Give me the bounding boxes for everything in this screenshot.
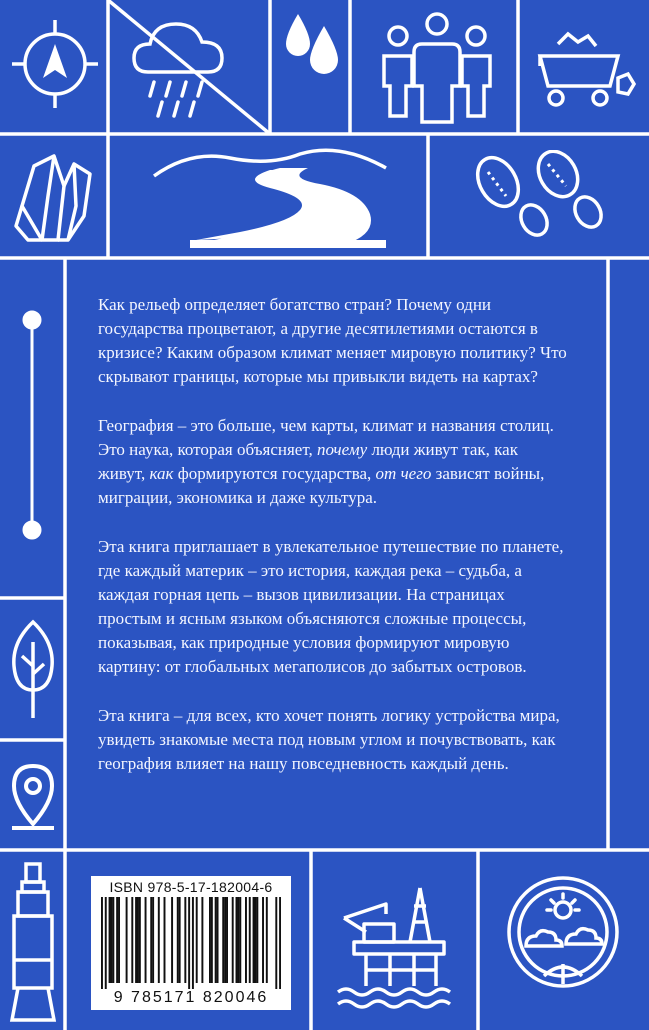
barcode-bar bbox=[226, 897, 228, 983]
weather-globe-icon bbox=[504, 872, 622, 998]
footprints-icon bbox=[470, 150, 610, 246]
barcode-bar bbox=[145, 897, 147, 983]
barcode-bar bbox=[135, 897, 137, 983]
barcode-bar bbox=[275, 897, 277, 989]
barcode-bar bbox=[196, 897, 198, 983]
barcode-bar bbox=[236, 897, 238, 983]
description-paragraph bbox=[98, 293, 568, 389]
barcode-bar bbox=[126, 897, 128, 983]
river-landscape-icon bbox=[150, 140, 390, 252]
italic-text: как bbox=[149, 464, 174, 483]
barcode-bar bbox=[105, 897, 107, 989]
text-segment: люди живут так, как живут, bbox=[98, 440, 518, 483]
isbn-label: ISBN 978-5-17-182004-6 bbox=[109, 879, 273, 895]
barcode-bar bbox=[158, 897, 160, 983]
barcode-bar bbox=[253, 897, 255, 983]
barcode-bar bbox=[192, 897, 194, 989]
barcode-bar bbox=[177, 897, 179, 983]
book-description bbox=[98, 293, 568, 801]
barcode-digits: 9 785171 820046 bbox=[113, 989, 269, 1006]
text-segment: формируются государства, bbox=[173, 464, 376, 483]
barcode-bar bbox=[245, 897, 247, 983]
oil-rig-icon bbox=[336, 882, 456, 1010]
barcode-bar bbox=[164, 897, 166, 983]
barcode-bar bbox=[201, 897, 203, 983]
barcode-bar bbox=[116, 897, 118, 983]
text-segment: География – это больше, чем карты, климат и названия столиц. Это наука, которая объясняет, bbox=[98, 416, 554, 459]
barcode-bar bbox=[112, 897, 114, 983]
map-pin-icon bbox=[8, 762, 58, 832]
telescope-icon bbox=[8, 860, 58, 1024]
description-paragraph bbox=[98, 535, 568, 679]
people-group-icon bbox=[372, 10, 502, 130]
barcode-bar bbox=[232, 897, 234, 983]
barcode-bar bbox=[279, 897, 281, 989]
barcode-bar bbox=[211, 897, 213, 983]
isbn-barcode bbox=[91, 876, 291, 1010]
barcode-bar bbox=[171, 897, 173, 983]
italic-text: от чего bbox=[375, 464, 432, 483]
barcode-bar bbox=[131, 897, 133, 983]
barcode-bar bbox=[188, 897, 190, 989]
text-segment: Эта книга приглашает в увлекательное путешествие по планете, где каждый материк – это история, каждая река – судьба, а каждая горная цепь – вызов цивилизации. На страницах простым и ясным языком объясняются сложные процессы, показывая, как природные условия формируют мировую картину: от глобальных мегаполисов до забытых островов. bbox=[98, 537, 564, 676]
water-drops-icon bbox=[282, 10, 344, 80]
barcode-bar bbox=[209, 897, 211, 983]
barcode-bar bbox=[150, 897, 152, 983]
text-segment: зависят войны, миграции, экономика и даже культура. bbox=[98, 464, 545, 507]
barcode-bar bbox=[109, 897, 111, 983]
compass-icon bbox=[10, 12, 100, 112]
barcode-bar bbox=[152, 897, 154, 983]
barcode-bar bbox=[249, 897, 251, 983]
text-segment: Эта книга – для всех, кто хочет понять логику устройства мира, увидеть знакомые места под новым углом и почувствовать, как география влияет на нашу повседневность каждый день. bbox=[98, 706, 560, 773]
barcode-bar bbox=[110, 897, 112, 983]
barcode-bar bbox=[137, 897, 139, 983]
barcode-bar bbox=[101, 897, 103, 989]
description-paragraph bbox=[98, 414, 568, 510]
barcode-bar bbox=[222, 897, 224, 983]
barcode-bar bbox=[262, 897, 264, 983]
text-segment: Как рельеф определяет богатство стран? Почему одни государства процветают, а другие десятилетиями остаются в кризисе? Каким образом климат меняет мировую политику? Что скрывают границы, которые мы привыкли видеть на картах? bbox=[98, 295, 567, 386]
barcode-bar bbox=[224, 897, 226, 983]
barcode-bar bbox=[215, 897, 217, 983]
description-paragraph bbox=[98, 704, 568, 776]
barcode-bar bbox=[217, 897, 219, 983]
barcode-bar bbox=[239, 897, 241, 983]
crystals-icon bbox=[12, 146, 96, 246]
barcode-bar bbox=[139, 897, 141, 983]
rain-cloud-icon bbox=[128, 12, 228, 122]
barcode-bar bbox=[184, 897, 186, 983]
barcode-bar bbox=[237, 897, 239, 983]
barcode-bar bbox=[254, 897, 256, 983]
barcode-bar bbox=[266, 897, 268, 983]
italic-text: почему bbox=[317, 440, 368, 459]
barcode-bar bbox=[256, 897, 258, 983]
barcode-bars bbox=[101, 897, 281, 989]
mine-cart-icon bbox=[536, 26, 636, 110]
tree-icon bbox=[8, 618, 58, 722]
barcode-bar bbox=[118, 897, 120, 983]
barcode-bar bbox=[179, 897, 181, 983]
